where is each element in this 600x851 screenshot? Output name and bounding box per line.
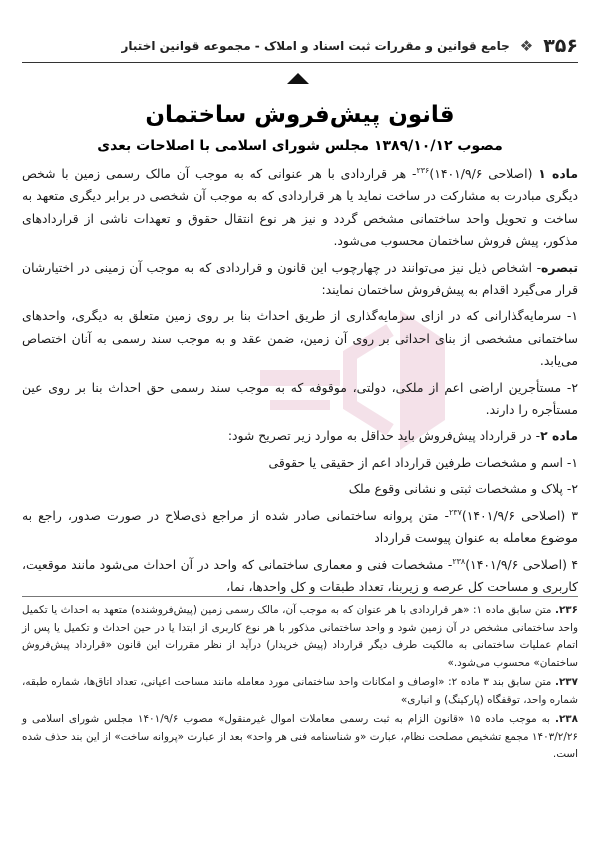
page-number: ۳۵۶ (543, 35, 578, 57)
running-title: جامع قوانین و مقررات ثبت اسناد و املاک - مجموعه قوانین اختبار (121, 39, 510, 53)
footnote-text: متن سابق ماده ۱: «هر قراردادی با هر عنوان که به موجب آن، مالک رسمی زمین (پیش‌فروشنده) متعهد به احداث یا تکمیل واحد ساختمانی مشخص در آن زمین شود و واحد ساختمانی مذکور با هر نوع کاربری از ابتدا یا در حین احداث و تکمیل یا پس از اتمام عملیات ساختمانی به مالکیت طرف دیگر قرارداد (پیش خریدار) درآید از نظر مقررات این قانون «قرارداد پیش‌فروش ساختمان» محسوب می‌شود.» (22, 604, 578, 669)
footnote-number: ۲۳۷. (555, 676, 578, 688)
article-2 (22, 425, 578, 447)
note-text: - اشخاص ذیل نیز می‌توانند در چهارچوب این قانون و قراردادی که به موجب آن زمینی در اختیارشان قرار می‌گیرد اقدام به پیش‌فروش ساختمان نمایند: (22, 259, 578, 298)
footnote-text: به موجب ماده ۱۵ «قانون الزام به ثبت رسمی معاملات اموال غیرمنقول» مصوب ۱۴۰۱/۹/۶ مجلس شورای اسلامی و ۱۴۰۳/۲/۲۶ مجمع تشخیص مصلحت نظام، عبارت «و شناسنامه فنی هر واحد» بعد از عبارت «پروانه ساخت» از این بند حذف شده است. (22, 713, 578, 760)
footnote-number: ۲۳۶. (555, 604, 578, 616)
item-4-amendment: ۴ (اصلاحی ۱۴۰۱/۹/۶) (465, 556, 578, 572)
note-item-1: ۱- سرمایه‌گذارانی که در ازای سرمایه‌گذاری از طریق احداث بنا بر روی زمین متعلق به دیگری، واحدهای ساختمانی مشخصی از بنای احداثی بر روی آن زمین، ضمن عقد و به موجب سند رسمی به آنان اختصاص می‌یابد. (22, 308, 578, 369)
footnote-ref-236: ۲۳۶ (416, 165, 430, 175)
note (22, 257, 578, 302)
footnote (22, 711, 578, 764)
article-1-label: ماده ۱ (538, 166, 578, 181)
footnote-ref-238: ۲۳۸ (452, 556, 466, 566)
footnote (22, 602, 578, 672)
item-3-text: - متن پروانه ساختمانی صادر شده از مراجع ذی‌صلاح در صورت صدور، راجع به موضوع معامله به عنوان پیوست قرارداد (22, 507, 578, 546)
article-2-label: ماده ۲ (540, 428, 578, 444)
law-body (22, 163, 578, 602)
footnotes (22, 602, 578, 766)
article-2-item-3 (22, 505, 578, 550)
note-item-2: ۲- مستأجرین اراضی اعم از ملکی، دولتی، موقوفه که به موجب سند رسمی حق احداث بنا بر روی عین مستأجره را دارند. (22, 379, 578, 418)
article-2-item-2: ۲- پلاک و مشخصات ثبتی و نشانی وقوع ملک (348, 481, 578, 497)
footnote-ref-237: ۲۳۷ (449, 507, 462, 517)
triangle-icon (287, 73, 309, 84)
item-4-text: - مشخصات فنی و معماری ساختمانی که واحد در آن احداث می‌شود مانند موقعیت، کاربری و مساحت کل عرصه و زیربنا، تعداد طبقات و کل واحدها، نما، (22, 556, 578, 594)
article-1-text: - هر قراردادی با هر عنوانی که به موجب آن مالک رسمی زمین با شخص دیگری مبادرت به مشارکت در ساخت نماید یا هر قراردادی که به موجب آن شخصی در برابر دیگری متعهد به ساخت و تحویل واحد ساختمانی مشخص گردد و نیز هر نوع انتقال حقوق و تعهدات ناشی از قراردادهای مذکور، پیش فروش ساختمان محسوب می‌شود. (22, 166, 578, 249)
article-1 (22, 163, 578, 253)
footnote-number: ۲۳۸. (555, 713, 578, 725)
header-divider (22, 62, 578, 63)
article-2-text: - در قرارداد پیش‌فروش باید حداقل به موارد زیر تصریح شود: (227, 428, 541, 444)
footnote-text: متن سابق بند ۳ ماده ۲: «اوصاف و امکانات واحد ساختمانی مورد معامله مانند مساحت اعیانی، تعداد اتاق‌ها، شماره طبقه، شماره واحد، توقفگاه (پارکینگ) و انباری» (22, 676, 578, 706)
ornament-diamond-icon: ❖ (519, 37, 534, 55)
footnote (22, 674, 578, 709)
page-header (22, 32, 578, 60)
article-2-item-1: ۱- اسم و مشخصات طرفین قرارداد اعم از حقیقی یا حقوقی (268, 454, 578, 470)
law-title: قانون پیش‌فروش ساختمان (145, 102, 455, 128)
item-3-amendment: ۳ (اصلاحی ۱۴۰۱/۹/۶) (461, 507, 578, 523)
footnote-divider (22, 596, 578, 597)
note-label: تبصره (541, 259, 578, 275)
article-2-item-4 (22, 554, 578, 599)
law-subtitle: مصوب ۱۳۸۹/۱۰/۱۲ مجلس شورای اسلامی با اصلاحات بعدی (97, 138, 503, 154)
article-1-amendment: (اصلاحی ۱۴۰۱/۹/۶) (429, 166, 539, 181)
